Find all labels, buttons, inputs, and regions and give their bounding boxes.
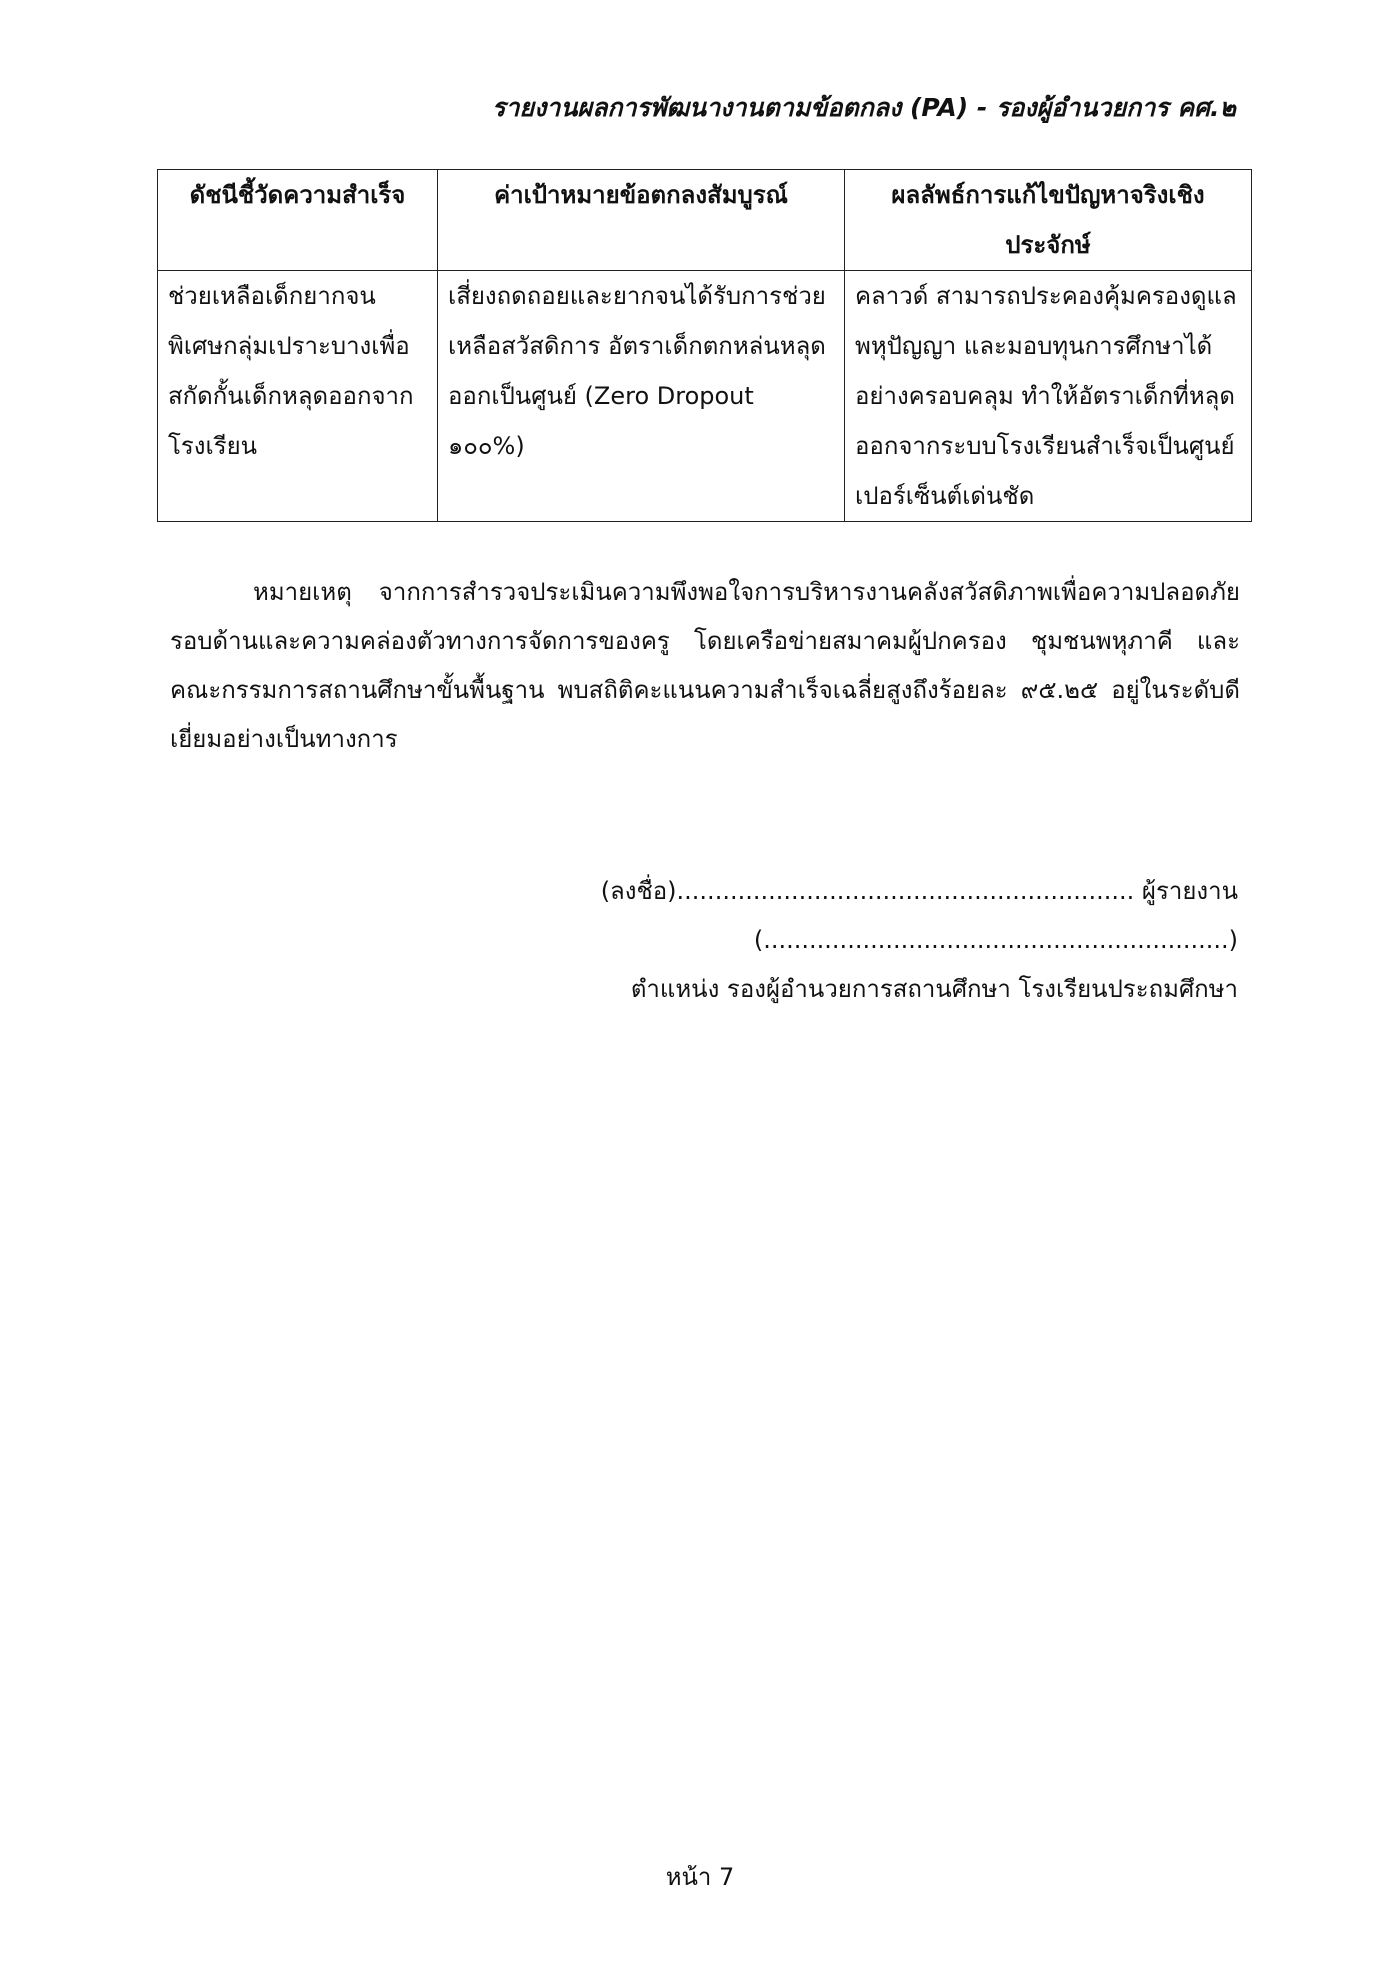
signer-position-line: ตำแหน่ง รองผู้อำนวยการสถานศึกษา โรงเรียนประถมศึกษา (630, 975, 1238, 1003)
page-number: หน้า 7 (665, 1863, 735, 1891)
remark-paragraph: หมายเหตุ จากการสำรวจประเมินความพึงพอใจการบริหารงานคลังสวัสดิภาพเพื่อความปลอดภัยรอบด้านและความคล่องตัวทางการจัดการของครู โดยเครือข่ายสมาคมผู้ปกครอง ชุมชนพหุภาคี และคณะกรรมการสถานศึกษาขั้นพื้นฐาน พบสถิติคะแนนความสำเร็จเฉลี่ยสูงถึงร้อยละ ๙๕.๒๕ อยู่ในระดับดีเยี่ยมอย่างเป็นทางการ (170, 578, 1240, 753)
column-header-result: ผลลัพธ์การแก้ไขปัญหาจริงเชิงประจักษ์ (845, 170, 1252, 271)
table-header-row (158, 170, 1252, 271)
cell-result: คลาวด์ สามารถประคองคุ้มครองดูแลพหุปัญญา และมอบทุนการศึกษาได้อย่างครอบคลุม ทำให้อัตราเด็กที่หลุดออกจากระบบโรงเรียนสำเร็จเป็นศูนย์เปอร์เซ็นต์เด่นชัด (845, 271, 1252, 522)
report-table (157, 169, 1252, 522)
signature-block (560, 867, 1238, 1014)
running-header-title: รายงานผลการพัฒนางานตามข้อตกลง (PA) - รองผู้อำนวยการ คศ.๒ (491, 93, 1236, 122)
cell-indicator: ช่วยเหลือเด็กยากจนพิเศษกลุ่มเปราะบางเพื่อสกัดกั้นเด็กหลุดออกจากโรงเรียน (158, 271, 438, 522)
signature-line: (ลงชื่อ)............................................................ ผู้รายงาน (600, 877, 1238, 905)
cell-target: เสี่ยงถดถอยและยากจนได้รับการช่วยเหลือสวัสดิการ อัตราเด็กตกหล่นหลุดออกเป็นศูนย์ (Zero Dropout ๑๐๐%) (438, 271, 845, 522)
column-header-indicator: ดัชนีชี้วัดความสำเร็จ (158, 170, 438, 271)
signer-name-line: (.............................................................) (753, 926, 1238, 954)
table-row (158, 271, 1252, 522)
column-header-target: ค่าเป้าหมายข้อตกลงสัมบูรณ์ (438, 170, 845, 271)
